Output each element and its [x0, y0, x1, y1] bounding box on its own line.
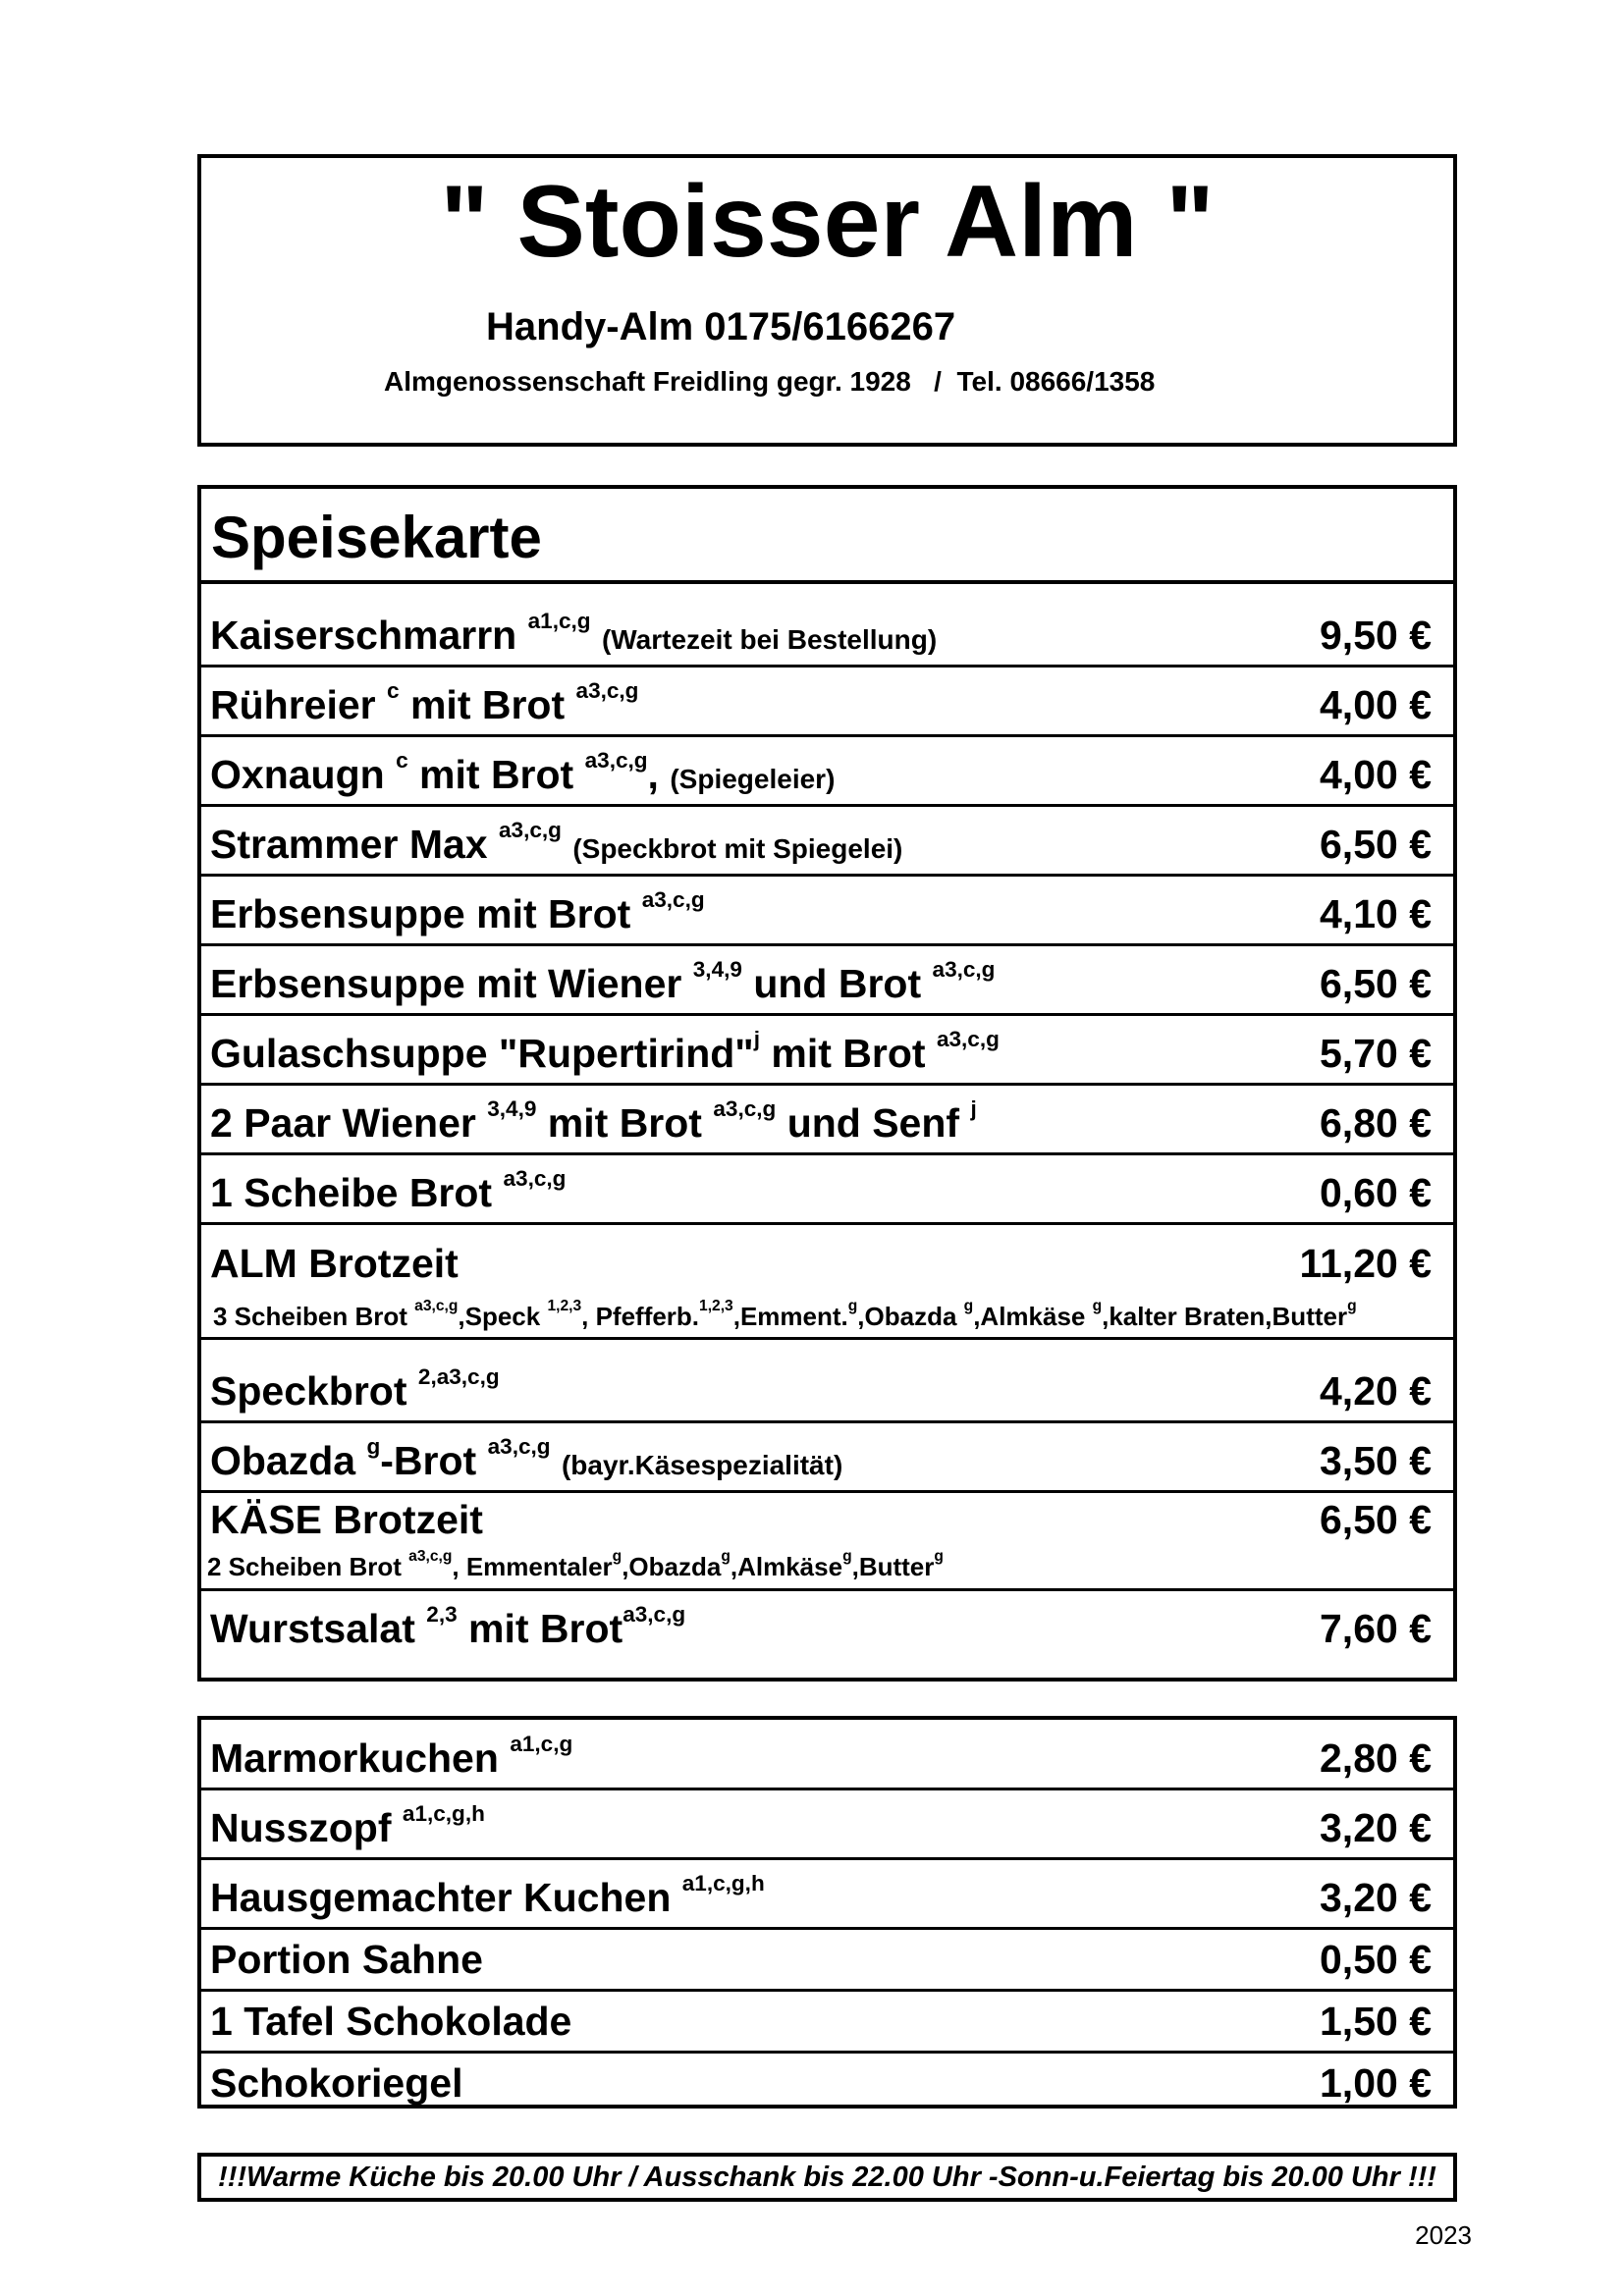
- detail-text: ,Obazda: [857, 1302, 964, 1331]
- menu-item: [201, 807, 1453, 877]
- item-name-part: Wurstsalat: [210, 1606, 415, 1651]
- item-price: 4,20 €: [1320, 1368, 1432, 1414]
- allergen-codes: a3,c,g: [575, 677, 639, 703]
- item-price: 4,10 €: [1320, 891, 1432, 936]
- item-price: 1,00 €: [1320, 2060, 1432, 2106]
- item-price: 0,60 €: [1320, 1170, 1432, 1215]
- allergen-codes: 1,2,3: [547, 1298, 582, 1315]
- cooperative-info: Almgenossenschaft Freidling gegr. 1928 / Tel. 08666/1358: [384, 366, 1156, 397]
- allergen-codes: a3,c,g: [932, 956, 996, 982]
- menu-item: [201, 1423, 1453, 1493]
- item-name-part: mit Brot: [547, 1100, 702, 1146]
- item-name-part: und Brot: [753, 961, 922, 1006]
- detail-text: 2 Scheiben Brot: [207, 1552, 409, 1581]
- menu-item: [201, 584, 1453, 667]
- item-price: 6,80 €: [1320, 1100, 1432, 1146]
- allergen-codes: a3,c,g: [584, 747, 648, 773]
- detail-text: ,Obazda: [622, 1552, 722, 1581]
- item-name: [210, 956, 996, 1007]
- allergen-codes: a1,c,g: [510, 1731, 573, 1756]
- item-name-part: Speckbrot: [210, 1368, 407, 1414]
- item-name: [210, 1363, 500, 1415]
- item-name-part: Obazda: [210, 1438, 356, 1483]
- item-price: 3,20 €: [1320, 1805, 1432, 1850]
- allergen-codes: j: [970, 1095, 977, 1121]
- detail-text: ,Emment.: [732, 1302, 848, 1331]
- allergen-codes: g: [934, 1548, 944, 1566]
- menu-item: [201, 737, 1453, 807]
- allergen-codes: g: [1347, 1298, 1357, 1315]
- menu-item: [201, 1992, 1453, 2054]
- menu-item: [201, 1340, 1453, 1423]
- allergen-codes: a1,c,g,h: [402, 1800, 485, 1826]
- detail-text: , Emmentaler: [452, 1552, 613, 1581]
- menu-heading: Speisekarte: [201, 489, 1453, 584]
- item-price: 9,50 €: [1320, 613, 1432, 658]
- allergen-codes: 1,2,3: [699, 1298, 733, 1315]
- year-label: 2023: [1415, 2220, 1472, 2250]
- allergen-codes: a3,c,g: [498, 817, 562, 842]
- item-name-part: (bayr.Käsespezialität): [561, 1450, 843, 1480]
- item-name-part: Rühreier: [210, 682, 376, 727]
- item-name: [210, 817, 903, 868]
- dessert-box: [197, 1716, 1457, 2109]
- menu-item: [201, 1860, 1453, 1930]
- item-name-part: (Speckbrot mit Spiegelei): [572, 833, 903, 864]
- menu-item: [201, 1493, 1453, 1591]
- item-name-part: (Wartezeit bei Bestellung): [601, 624, 938, 655]
- item-name-part: mit Brot: [409, 682, 566, 727]
- item-name: [210, 1870, 765, 1921]
- item-price: 6,50 €: [1320, 1497, 1432, 1542]
- allergen-codes: a3,c,g: [408, 1548, 453, 1566]
- detail-text: ,Almkäse: [973, 1302, 1093, 1331]
- detail-text: ,Almkäse: [730, 1552, 843, 1581]
- item-name: [210, 1433, 843, 1484]
- detail-text: , Pfefferb.: [581, 1302, 700, 1331]
- item-name: Schokoriegel: [210, 2060, 463, 2106]
- item-price: 7,60 €: [1320, 1606, 1432, 1651]
- allergen-codes: c: [387, 677, 400, 703]
- item-name-part: Kaiserschmarrn: [210, 613, 517, 658]
- header-box: [197, 154, 1457, 447]
- opening-hours-notice: !!!Warme Küche bis 20.00 Uhr / Ausschank bis 22.00 Uhr -Sonn-u.Feiertag bis 20.00 Uhr !!!: [197, 2153, 1457, 2202]
- item-name: ALM Brotzeit: [210, 1241, 459, 1286]
- item-price: 3,20 €: [1320, 1875, 1432, 1920]
- menu-item: [201, 1086, 1453, 1155]
- menu-item: [201, 1016, 1453, 1086]
- allergen-codes: a3,c,g: [487, 1433, 551, 1459]
- item-price: 6,50 €: [1320, 961, 1432, 1006]
- item-name: [210, 1026, 1000, 1077]
- menu-item: [201, 1790, 1453, 1860]
- item-name-part: (Spiegeleier): [670, 764, 836, 794]
- allergen-codes: g: [963, 1298, 974, 1315]
- menu-box: [197, 485, 1457, 1682]
- menu-item: [201, 667, 1453, 737]
- item-price: 4,00 €: [1320, 752, 1432, 797]
- allergen-codes: g: [612, 1548, 623, 1566]
- item-name-part: 1 Scheibe Brot: [210, 1170, 493, 1215]
- menu-item: [201, 1225, 1453, 1340]
- item-name: [210, 677, 639, 728]
- allergen-codes: c: [396, 747, 408, 773]
- item-name-part: Oxnaugn: [210, 752, 385, 797]
- item-name-part: Erbsensuppe mit Brot: [210, 891, 631, 936]
- item-name: [210, 1800, 485, 1851]
- detail-text: ,Speck: [458, 1302, 548, 1331]
- menu-item: [201, 1155, 1453, 1225]
- allergen-codes: a3,c,g: [623, 1601, 686, 1627]
- item-name: [210, 747, 836, 798]
- allergen-codes: 3,4,9: [692, 956, 742, 982]
- item-name-part: und Senf: [786, 1100, 960, 1146]
- item-name-part: -Brot: [380, 1438, 477, 1483]
- item-name-part: mit Brot: [771, 1031, 926, 1076]
- item-name: [210, 1095, 977, 1147]
- allergen-codes: g: [366, 1433, 381, 1459]
- allergen-codes: g: [721, 1548, 731, 1566]
- item-price: 2,80 €: [1320, 1735, 1432, 1781]
- item-name-part: Gulaschsuppe "Rupertirind": [210, 1031, 754, 1076]
- item-name: [210, 1601, 686, 1652]
- item-price: 6,50 €: [1320, 822, 1432, 867]
- item-price: 11,20 €: [1299, 1241, 1432, 1286]
- item-details: [213, 1298, 1357, 1332]
- detail-text: 3 Scheiben Brot: [213, 1302, 415, 1331]
- item-price: 3,50 €: [1320, 1438, 1432, 1483]
- allergen-codes: 3,4,9: [487, 1095, 537, 1121]
- item-name-part: Strammer Max: [210, 822, 488, 867]
- item-price: 5,70 €: [1320, 1031, 1432, 1076]
- item-name-part: mit Brot: [468, 1606, 623, 1651]
- item-name-part: 2 Paar Wiener: [210, 1100, 476, 1146]
- allergen-codes: a1,c,g: [527, 608, 591, 633]
- mobile-phone: Handy-Alm 0175/6166267: [486, 305, 956, 348]
- menu-item: [201, 1720, 1453, 1790]
- menu-item: [201, 1930, 1453, 1992]
- menu-item: [201, 877, 1453, 946]
- allergen-codes: a3,c,g: [936, 1026, 1000, 1051]
- allergen-codes: a3,c,g: [641, 886, 705, 912]
- item-name: [210, 886, 705, 937]
- allergen-codes: a3,c,g: [713, 1095, 777, 1121]
- allergen-codes: g: [1092, 1298, 1103, 1315]
- item-name-part: Erbsensuppe mit Wiener: [210, 961, 682, 1006]
- allergen-codes: 2,3: [426, 1601, 458, 1627]
- item-name: Portion Sahne: [210, 1937, 483, 1982]
- item-price: 1,50 €: [1320, 1999, 1432, 2044]
- allergen-codes: a3,c,g: [414, 1298, 459, 1315]
- item-name-part: mit Brot: [419, 752, 574, 797]
- item-name-part: Nusszopf: [210, 1805, 392, 1850]
- item-name: KÄSE Brotzeit: [210, 1497, 483, 1542]
- restaurant-title: " Stoisser Alm ": [440, 165, 1215, 279]
- menu-item: [201, 2054, 1453, 2112]
- detail-text: ,kalter Braten,Butter: [1102, 1302, 1348, 1331]
- allergen-codes: g: [842, 1548, 852, 1566]
- allergen-codes: a1,c,g,h: [681, 1870, 765, 1896]
- item-name: 1 Tafel Schokolade: [210, 1999, 572, 2044]
- item-name: [210, 1731, 573, 1782]
- menu-item: [201, 1591, 1453, 1658]
- allergen-codes: g: [847, 1298, 858, 1315]
- item-name: [210, 608, 938, 659]
- item-name: [210, 1165, 567, 1216]
- item-name-part: ,: [647, 752, 659, 797]
- detail-text: ,Butter: [851, 1552, 935, 1581]
- menu-item: [201, 946, 1453, 1016]
- item-price: 4,00 €: [1320, 682, 1432, 727]
- item-details: [207, 1548, 944, 1582]
- allergen-codes: 2,a3,c,g: [417, 1363, 500, 1389]
- allergen-codes: j: [753, 1026, 760, 1051]
- item-price: 0,50 €: [1320, 1937, 1432, 1982]
- item-name-part: Hausgemachter Kuchen: [210, 1875, 672, 1920]
- item-name-part: Marmorkuchen: [210, 1735, 499, 1781]
- allergen-codes: a3,c,g: [503, 1165, 567, 1191]
